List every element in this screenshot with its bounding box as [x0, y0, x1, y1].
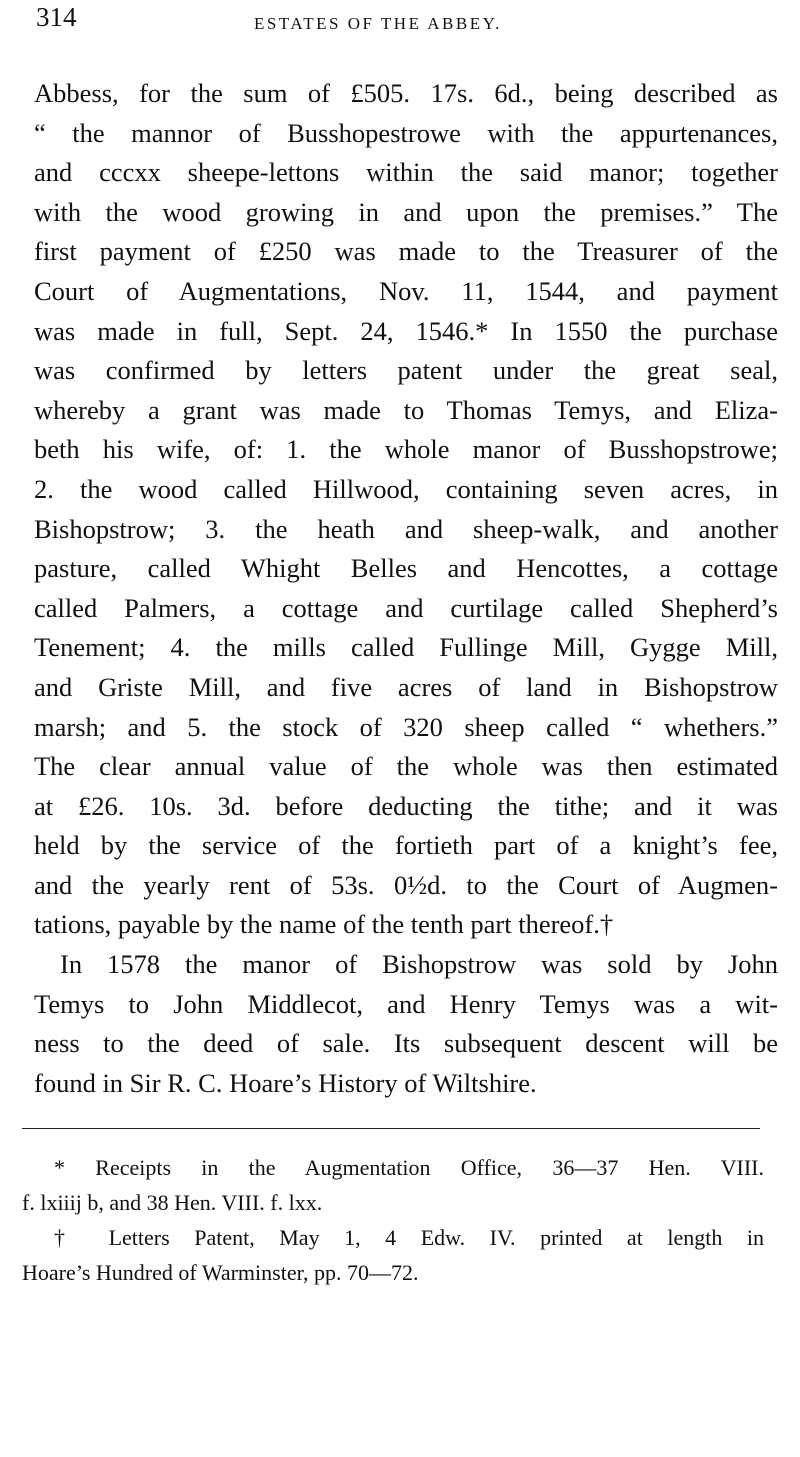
text-line: marsh; and 5. the stock of 320 sheep called “ whethers.” — [34, 711, 778, 742]
text-line: pasture, called Whight Belles and Hencottes, a cottage — [34, 553, 778, 584]
text-line: first payment of £250 was made to the Treasurer of the — [34, 236, 778, 267]
text-line: was confirmed by letters patent under the great seal, — [34, 355, 778, 386]
text-line: was made in full, Sept. 24, 1546.* In 1550 the purchase — [34, 315, 778, 346]
running-head: ESTATES OF THE ABBEY. — [254, 14, 502, 33]
text-line: In 1578 the manor of Bishopstrow was sold by John — [60, 949, 778, 980]
text-line: ness to the deed of sale. Its subsequent descent will be — [34, 1028, 778, 1059]
page-header — [36, 2, 780, 42]
body-text — [34, 74, 778, 1103]
text-line: and cccxx sheepe-lettons within the said manor; together — [34, 157, 778, 188]
text-line: “ the mannor of Busshopestrowe with the appurtenances, — [34, 117, 778, 148]
page-number: 314 — [36, 2, 77, 32]
footnote-divider — [22, 1128, 760, 1129]
text-line: held by the service of the fortieth part of a knight’s fee, — [34, 830, 778, 861]
text-line: called Palmers, a cottage and curtilage called Shepherd’s — [34, 592, 778, 623]
footnote-line: † Letters Patent, May 1, 4 Edw. IV. printed at length in — [54, 1225, 764, 1250]
footnote-line: * Receipts in the Augmentation Office, 36—37 Hen. VIII. — [54, 1155, 764, 1180]
text-line: 2. the wood called Hillwood, containing seven acres, in — [34, 473, 778, 504]
footnote-line: f. lxiiij b, and 38 Hen. VIII. f. lxx. — [22, 1190, 323, 1215]
text-line: with the wood growing in and upon the premises.” The — [34, 196, 778, 227]
text-line: The clear annual value of the whole was then estimated — [34, 751, 778, 782]
text-line: whereby a grant was made to Thomas Temys, and Eliza- — [34, 394, 778, 425]
footnote-line: Hoare’s Hundred of Warminster, pp. 70—72. — [22, 1260, 419, 1285]
text-line: Temys to John Middlecot, and Henry Temys was a wit- — [34, 988, 778, 1019]
text-line: and Griste Mill, and five acres of land in Bishopstrow — [34, 671, 778, 702]
text-line: Tenement; 4. the mills called Fullinge Mill, Gygge Mill, — [34, 632, 778, 663]
text-line: found in Sir R. C. Hoare’s History of Wiltshire. — [34, 1067, 537, 1098]
footnotes — [22, 1150, 764, 1290]
text-line: Abbess, for the sum of £505. 17s. 6d., being described as — [34, 78, 778, 108]
text-line: beth his wife, of: 1. the whole manor of Busshopstrowe; — [34, 434, 778, 465]
text-line: tations, payable by the name of the tenth part thereof.† — [34, 909, 614, 940]
text-line: and the yearly rent of 53s. 0½d. to the Court of Augmen- — [34, 869, 778, 900]
text-line: Court of Augmentations, Nov. 11, 1544, and payment — [34, 275, 778, 306]
text-line: Bishopstrow; 3. the heath and sheep-walk, and another — [34, 513, 778, 544]
text-line: at £26. 10s. 3d. before deducting the tithe; and it was — [34, 790, 778, 821]
